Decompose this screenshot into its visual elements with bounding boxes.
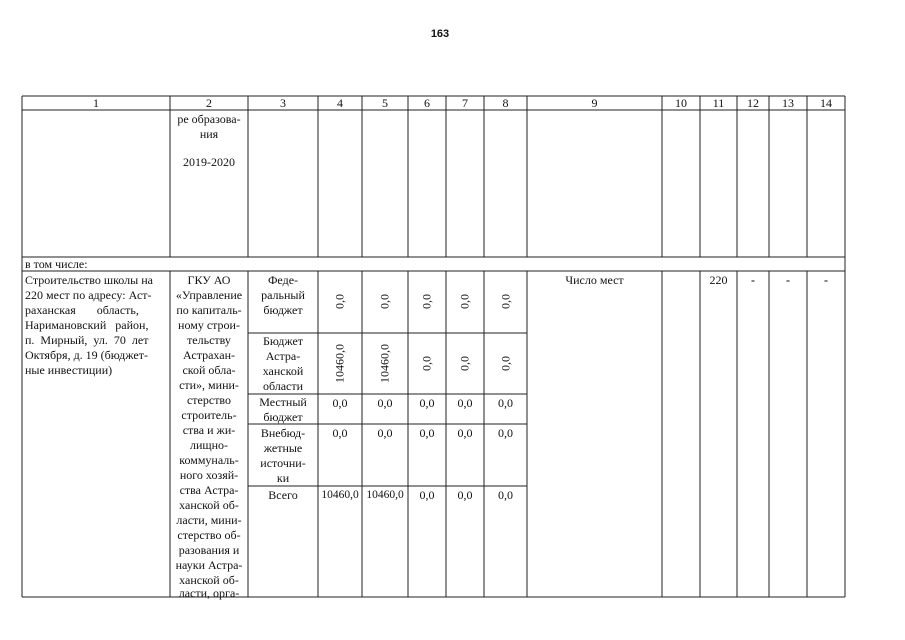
executor-line: ства Астра- [179,483,239,497]
col-num-11: 11 [712,96,725,110]
target-col13: - [786,273,790,287]
executor-line: лищно- [189,438,229,452]
total-col5: 10460,0 [366,489,404,501]
col-num-6: 6 [424,96,430,110]
source-line: бюджет [263,303,303,317]
executor-line: ской обла- [182,363,236,377]
funding-source-extrabudgetary [248,426,318,486]
local-col4: 0,0 [332,396,348,410]
executor-line: ласти, мини- [176,513,242,527]
col-num-13: 13 [782,96,794,110]
col-num-4: 4 [337,96,343,110]
local-col7: 0,0 [457,396,473,410]
regional-col6: 0,0 [419,356,434,371]
executor-line: науки Астра- [175,558,243,572]
source-line: ки [276,471,290,485]
total-col8: 0,0 [498,488,513,502]
target-col14: - [824,273,828,287]
source-line: Феде- [267,273,299,287]
funding-source-regional [248,334,318,394]
source-line: ханской [262,364,304,378]
federal-col5: 0,0 [377,294,392,309]
continuation-col2-period: 2019-2020 [183,155,235,169]
local-col6: 0,0 [419,396,435,410]
project-name-line: Строительство школы на [25,273,153,287]
federal-col4: 0,0 [332,294,347,309]
source-line: Всего [268,488,298,502]
source-line: ральный [261,288,305,302]
source-line: бюджет [263,410,303,424]
extrabudgetary-col7: 0,0 [457,426,473,440]
executor-line: ства и жи- [182,423,236,437]
executor-line: ханской об- [179,498,239,512]
target-col11: 220 [709,273,728,287]
continuation-col2-line2: ния [199,127,219,141]
col-num-1: 1 [93,96,99,110]
project-name-line: 220 мест по адресу: Аст- [25,288,152,302]
executor-line: «Управление [175,288,243,302]
regional-col4: 10460,0 [332,344,347,383]
total-col7: 0,0 [457,488,473,502]
source-line: Внебюд- [260,426,306,440]
funding-source-local [248,395,318,425]
regional-col8: 0,0 [498,356,513,371]
executor-line: ханской об- [179,573,239,587]
executor-line: Астрахан- [183,348,235,362]
col-num-5: 5 [382,96,388,110]
executor-line: разования и [178,543,240,557]
executor-line: строитель- [181,408,237,422]
extrabudgetary-col6: 0,0 [419,426,435,440]
col-num-9: 9 [591,96,598,110]
project-name-line: Наримановский район, [25,318,149,332]
regional-col5: 10460,0 [377,344,392,383]
extrabudgetary-col8: 0,0 [498,426,513,440]
col-num-14: 14 [820,96,832,110]
executor-line: стерство об- [177,528,241,542]
local-col8: 0,0 [498,396,513,410]
executor-line: ного хозяй- [179,468,239,482]
extrabudgetary-col5: 0,0 [377,426,393,440]
col-num-12: 12 [747,96,759,110]
total-col6: 0,0 [419,488,435,502]
project-name-line: ные инвестиции) [25,363,113,377]
source-line: Местный [259,395,307,409]
project-name-line: раханская область, [25,303,139,317]
target-col12: - [751,273,755,287]
source-line: жетные [263,441,303,455]
col-num-8: 8 [502,96,509,110]
source-line: источни- [260,456,306,470]
col-num-3: 3 [280,96,286,110]
source-line: Астра- [265,349,301,363]
executor-line: по капиталь- [176,303,242,317]
source-line: Бюджет [262,334,304,348]
funding-source-total [248,488,318,503]
col-num-10: 10 [675,96,687,110]
local-col5: 0,0 [377,396,393,410]
project-name-line: п. Мирный, ул. 70 лет [25,333,149,347]
page-number: 163 [430,28,450,40]
col-num-2: 2 [206,96,212,110]
executor-line: ласти, орга- [178,586,240,600]
continuation-col2-line1: ре образова- [177,112,241,126]
col-num-7: 7 [462,96,468,110]
source-line: области [262,379,304,393]
executor-line: ному строи- [178,318,240,332]
total-col4: 10460,0 [321,489,359,501]
project-name-line: Октября, д. 19 (бюджет- [25,348,148,362]
regional-col7: 0,0 [457,356,472,371]
federal-col7: 0,0 [457,294,472,309]
federal-col6: 0,0 [419,294,434,309]
executor-line: ГКУ АО [187,273,231,287]
subheader-in-that-number: в том числе: [25,257,88,271]
executor-line: тельству [187,333,231,347]
funding-source-federal [248,273,318,318]
executor-line: сти», мини- [179,378,239,392]
executor-line: коммуналь- [179,453,239,467]
federal-col8: 0,0 [498,294,513,309]
extrabudgetary-col4: 0,0 [332,426,348,440]
indicator-name: Число мест [565,273,624,287]
executor-line: стерство [186,393,232,407]
